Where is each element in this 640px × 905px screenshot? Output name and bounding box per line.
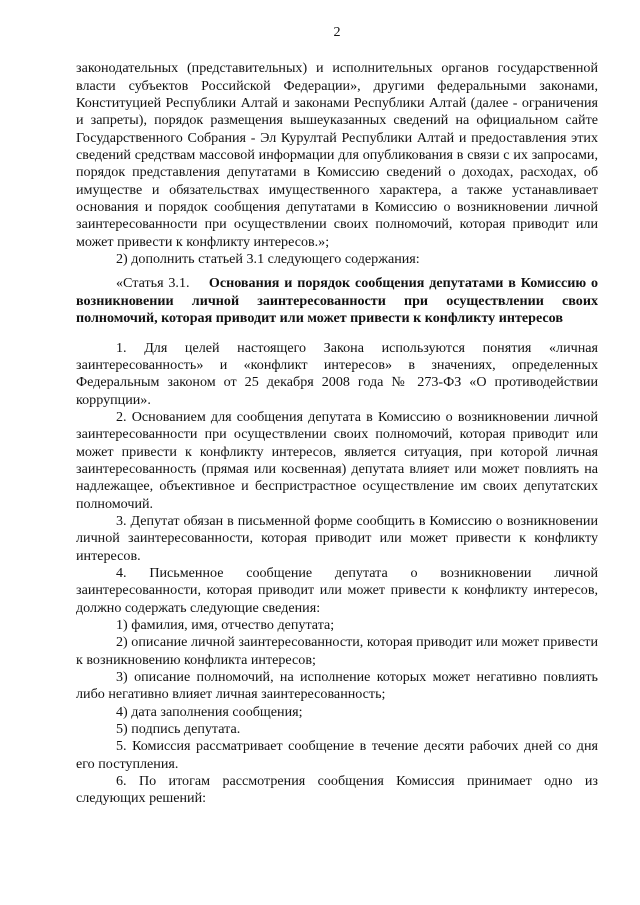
paragraph-amendment-item-2: 2) дополнить статьей 3.1 следующего содержания:	[116, 251, 420, 268]
list-item-1: 1) фамилия, имя, отчество депутата;	[116, 617, 335, 633]
list-item-5: 5) подпись депутата.	[116, 721, 241, 738]
paragraph-article-part-6: 6. По итогам рассмотрения сообщения Комиссия принимает одно из следующих решений:	[76, 773, 598, 807]
paragraph-article-part-4: 4. Письменное сообщение депутата о возникновении личной заинтересованности, которая приводит или может привести к конфликту интересов, должно содержать следующие сведения:	[76, 564, 598, 616]
list-item-4: 4) дата заполнения сообщения;	[116, 703, 303, 720]
page-number: 2	[333, 24, 341, 40]
list-item-3: 3) описание полномочий, на исполнение которых может негативно повлиять либо негативно влияет личная заинтересованность;	[76, 669, 598, 703]
paragraph-article-part-1: 1. Для целей настоящего Закона используются понятия «личная заинтересованность» и «конфликт интересов» в значениях, определенных Федеральным законом от 25 декабря 2008 года № 273-ФЗ «О противодействии коррупции».	[76, 339, 598, 408]
paragraph-continuation: законодательных (представительных) и исполнительных органов государственной власти субъектов Российской Федерации», другими федеральными законами, Конституцией Республики Алтай и законами Республики Алтай (далее - ограничения и запреты), порядок размещения вышеуказанных сведений на официальном сайте Государственного Собрания - Эл Курултай Республики Алтай и предоставления этих сведений средствам массовой информации для опубликования в связи с их запросами, порядок представления депутатами в Комиссию сведений о доходах, расходах, об имуществе и обязательствах имущественного характера, а также устанавливает основания и порядок сообщения депутатами в Комиссию о возникновении личной заинтересованности при осуществлении своих полномочий, которая приводит или может привести к конфликту интересов.»;	[76, 60, 598, 250]
article-title: Основания и порядок сообщения депутатами в Комиссию о возникновении личной заинтересованности при осуществлении своих полномочий, которая приводит или может привести к конфликту интересов	[76, 275, 599, 327]
article-label: «Статья 3.1.	[116, 275, 190, 292]
paragraph-article-part-2: 2. Основанием для сообщения депутата в Комиссию о возникновении личной заинтересованности при осуществлении своих полномочий, которая приводит или может привести к конфликту интересов, является ситуация, при которой личная заинтересованность (прямая или косвенная) депутата влияет или может повлиять на надлежащее, объективное и беспристрастное осуществление им своих депутатских полномочий.	[76, 408, 598, 512]
article-heading	[76, 275, 598, 327]
paragraph-article-part-5: 5. Комиссия рассматривает сообщение в течение десяти рабочих дней со дня его поступления.	[76, 738, 598, 772]
list-item-2: 2) описание личной заинтересованности, которая приводит или может привести к возникновению конфликта интересов;	[76, 634, 598, 668]
paragraph-article-part-3: 3. Депутат обязан в письменной форме сообщить в Комиссию о возникновении личной заинтересованности, которая приводит или может привести к конфликту интересов.	[76, 512, 598, 564]
